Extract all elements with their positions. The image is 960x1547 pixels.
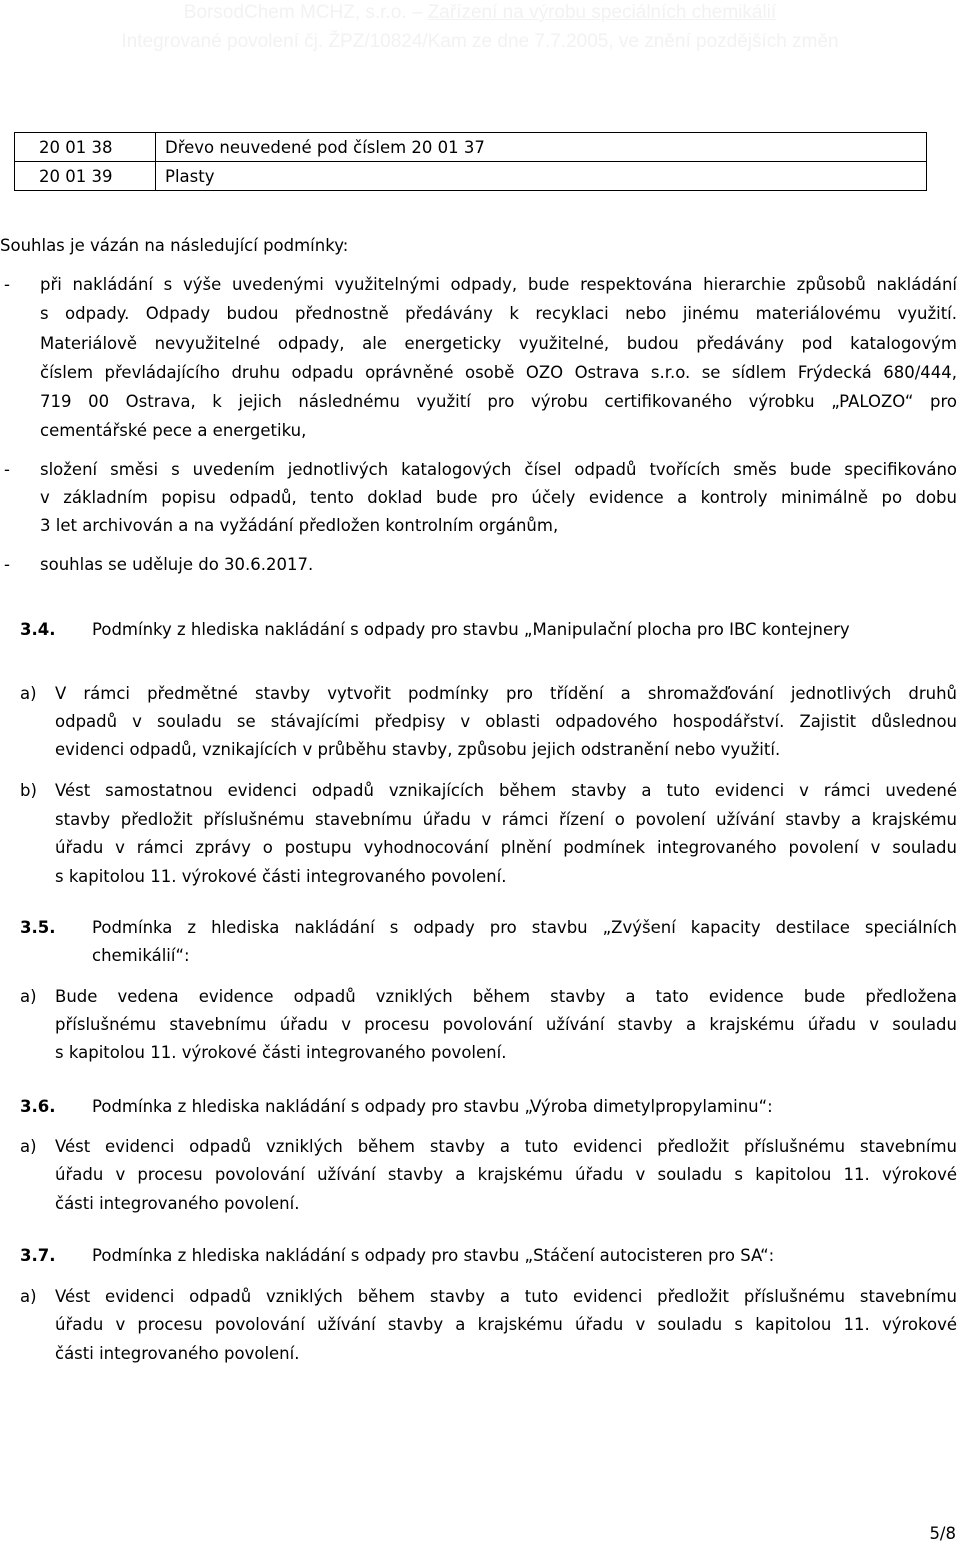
section-3-7-title: Podmínka z hlediska nakládání s odpady pro stavbu „Stáčení autocisteren pro SA“: [92, 1246, 775, 1265]
section-3-4-b-line: Vést samostatnou evidenci odpadů vznikajících během stavby a tuto evidenci v rámci uvedené [55, 781, 957, 800]
page-header-line1 [0, 2, 960, 24]
header-facility: Zařízení na výrobu speciálních chemikálií [427, 2, 777, 23]
table-row [15, 133, 927, 162]
waste-description: Plasty [156, 162, 927, 191]
item-label: a) [20, 1287, 37, 1306]
section-3-5-a-line: Bude vedena evidence odpadů vzniklých během stavby a tato evidence bude předložena [55, 987, 957, 1006]
condition-1-line: číslem převládajícího druhu odpadu oprávněné osobě OZO Ostrava s.r.o. se sídlem Frýdecká 680/444, [40, 363, 957, 382]
item-label: a) [20, 987, 37, 1006]
section-3-4-b-line: úřadu v rámci zprávy o postupu vyhodnocování plnění podmínek integrovaného povolení v souladu [55, 838, 957, 857]
section-3-5-number: 3.5. [20, 918, 56, 937]
section-3-4-a-line: V rámci předmětné stavby vytvořit podmínky pro třídění a shromažďování jednotlivých druhů [55, 684, 957, 703]
condition-1-line: Materiálově nevyužitelné odpady, ale energeticky využitelné, budou předávány pod katalogovým [40, 334, 957, 353]
consent-heading: Souhlas je vázán na následující podmínky: [0, 236, 349, 255]
section-3-6-a-line: části integrovaného povolení. [55, 1194, 300, 1213]
waste-code: 20 01 39 [15, 162, 156, 191]
page-header-line2: Integrované povolení čj. ŽPZ/10824/Kam ze dne 7.7.2005, ve znění pozdějších změn [121, 31, 839, 52]
section-3-4-b-line: stavby předložit příslušnému stavebnímu úřadu v rámci řízení o povolení užívání stavby a krajskému [55, 810, 957, 829]
section-3-7-a-line: Vést evidenci odpadů vzniklých během stavby a tuto evidenci předložit příslušnému stavebnímu [55, 1287, 957, 1306]
section-3-6-title: Podmínka z hlediska nakládání s odpady pro stavbu „Výroba dimetylpropylaminu“: [92, 1097, 773, 1116]
header-separator: – [406, 2, 428, 23]
page-number: 5/8 [929, 1524, 956, 1543]
section-3-6-a-line: úřadu v procesu povolování užívání stavby a krajskému úřadu v souladu s kapitolou 11. výrokové [55, 1165, 957, 1184]
item-label: a) [20, 684, 37, 703]
section-3-5-a-line: s kapitolou 11. výrokové části integrovaného povolení. [55, 1043, 507, 1062]
section-3-6-a-line: Vést evidenci odpadů vzniklých během stavby a tuto evidenci předložit příslušnému stavebnímu [55, 1137, 957, 1156]
section-3-5-title: Podmínka z hlediska nakládání s odpady pro stavbu „Zvýšení kapacity destilace speciálních [92, 918, 957, 937]
condition-2-line: 3 let archivován a na vyžádání předložen kontrolním orgánům, [40, 516, 559, 535]
section-3-4-a-line: odpadů v souladu se stávajícími předpisy v oblasti odpadového hospodářství. Zajistit důslednou [55, 712, 957, 731]
condition-1-line: při nakládání s výše uvedenými využitelnými odpady, bude respektována hierarchie způsobů nakládání [40, 275, 957, 294]
bullet-dash: - [4, 460, 10, 479]
condition-1-line: cementářské pece a energetiku, [40, 421, 307, 440]
section-3-5-a-line: příslušnému stavebnímu úřadu v procesu povolování užívání stavby a krajskému úřadu v souladu [55, 1015, 957, 1034]
condition-3-line: souhlas se uděluje do 30.6.2017. [40, 555, 314, 574]
section-3-7-a-line: úřadu v procesu povolování užívání stavby a krajskému úřadu v souladu s kapitolou 11. výrokové [55, 1315, 957, 1334]
section-3-4-a-line: evidenci odpadů, vznikajících v průběhu stavby, způsobu jejich odstranění nebo využití. [55, 740, 781, 759]
condition-2-line: složení směsi s uvedením jednotlivých katalogových čísel odpadů tvořících směs bude specifikováno [40, 460, 957, 479]
item-label: a) [20, 1137, 37, 1156]
waste-code-table [14, 132, 927, 191]
table-row [15, 162, 927, 191]
section-3-4-b-line: s kapitolou 11. výrokové části integrovaného povolení. [55, 867, 507, 886]
section-3-5-title: chemikálií“: [92, 946, 190, 965]
bullet-dash: - [4, 555, 10, 574]
header-company: BorsodChem MCHZ, s.r.o. [183, 2, 407, 23]
condition-2-line: v základním popisu odpadů, tento doklad bude pro účely evidence a kontroly minimálně po dobu [40, 488, 957, 507]
waste-description: Dřevo neuvedené pod číslem 20 01 37 [156, 133, 927, 162]
condition-1-line: s odpady. Odpady budou přednostně předávány k recyklaci nebo jinému materiálovému využití. [40, 304, 957, 323]
bullet-dash: - [4, 275, 10, 294]
condition-1-line: 719 00 Ostrava, k jejich následnému využití pro výrobu certifikovaného výrobku „PALOZO“ pro [40, 392, 957, 411]
section-3-4-number: 3.4. [20, 620, 56, 639]
section-3-4-title: Podmínky z hlediska nakládání s odpady pro stavbu „Manipulační plocha pro IBC kontejnery [92, 620, 850, 639]
section-3-6-number: 3.6. [20, 1097, 56, 1116]
item-label: b) [20, 781, 37, 800]
section-3-7-a-line: části integrovaného povolení. [55, 1344, 300, 1363]
waste-code: 20 01 38 [15, 133, 156, 162]
section-3-7-number: 3.7. [20, 1246, 56, 1265]
